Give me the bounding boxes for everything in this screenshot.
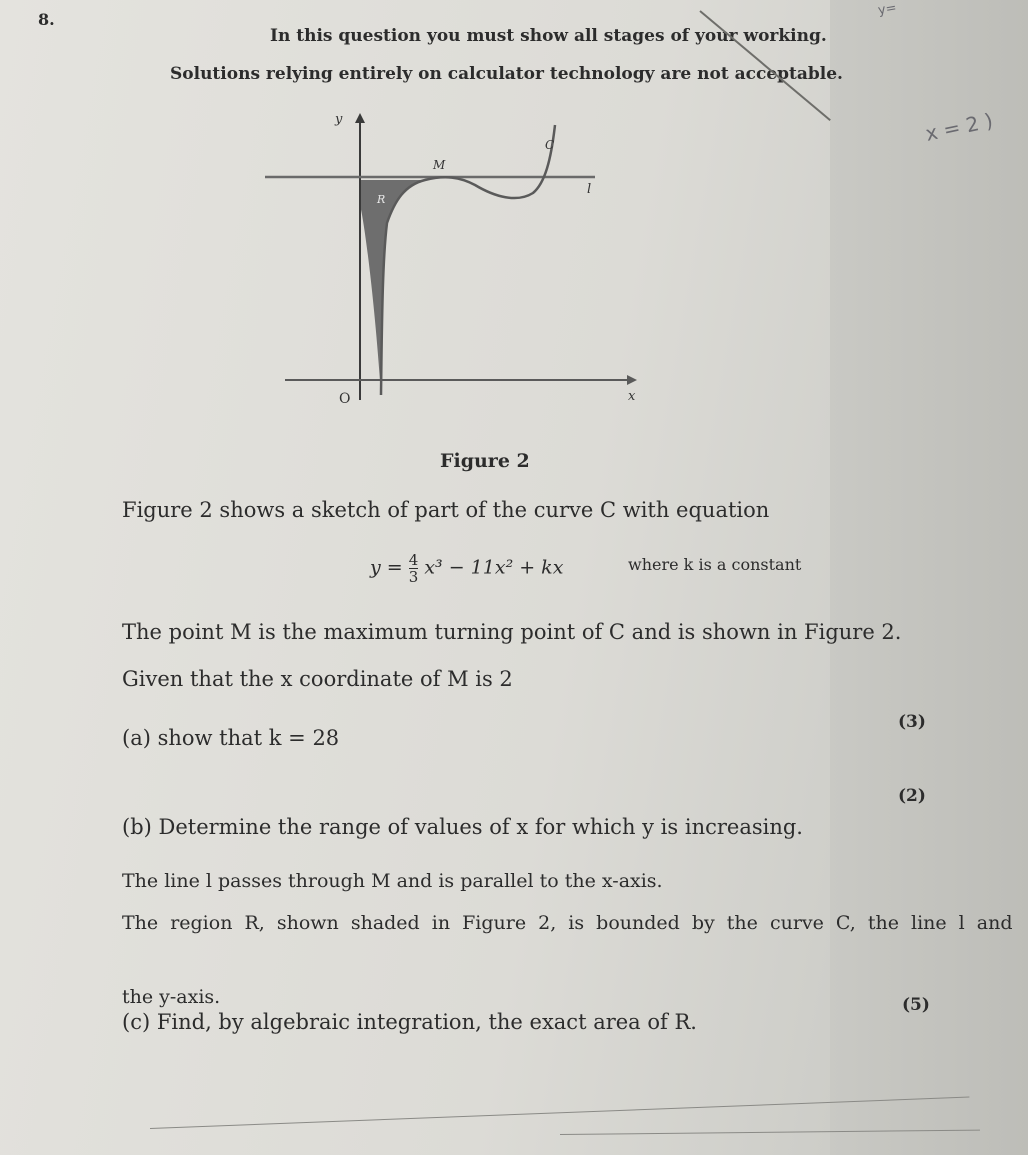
fraction-denominator: 3 [408,568,419,586]
part-b-question: (b) Determine the range of values of x for which y is increasing. [122,815,803,839]
equation-rest: x³ − 11x² + kx [424,556,564,579]
statement-maximum-point: The point M is the maximum turning point of C and is shown in Figure 2. [122,620,902,644]
paper-fold [830,0,1028,1155]
part-c-marks: (5) [902,995,930,1015]
label-region: R [377,193,386,206]
label-origin: O [339,391,351,407]
fraction-numerator: 4 [408,551,419,569]
handwritten-corner-note: y= [876,0,898,19]
label-y: y [335,112,343,127]
part-b-marks: (2) [898,786,926,806]
curve-equation [370,552,563,585]
y-axis-arrow [355,113,365,123]
given-statement: Given that the x coordinate of M is 2 [122,667,513,691]
figure-caption: Figure 2 [440,450,530,472]
intro-text: Figure 2 shows a sketch of part of the curve C with equation [122,498,770,522]
handwritten-margin-note: x = 2 ) [923,108,995,146]
figure-2-sketch [255,105,655,425]
x-axis-arrow [627,375,637,385]
line-l-statement: The line l passes through M and is parallel to the x-axis. [122,870,663,892]
part-a-question: (a) show that k = 28 [122,726,340,750]
label-max: M [433,158,446,172]
instruction-line-1: In this question you must show all stages of your working. [270,26,827,46]
part-c-question: (c) Find, by algebraic integration, the exact area of R. [122,1010,697,1034]
equation-condition: where k is a constant [628,555,802,574]
label-x: x [628,389,636,404]
curve-c [381,125,555,395]
region-statement-line-1: The region R, shown shaded in Figure 2, is bounded by the curve C, the line l and [122,912,1013,934]
equation-lhs: y = [370,556,403,579]
part-a-marks: (3) [898,712,926,732]
equation-fraction [409,552,419,585]
question-number: 8. [38,10,55,29]
label-line: l [587,182,592,197]
label-curve: C [545,138,555,152]
instruction-line-2: Solutions relying entirely on calculator technology are not acceptable. [170,64,843,84]
region-statement-line-2: the y-axis. [122,986,221,1008]
